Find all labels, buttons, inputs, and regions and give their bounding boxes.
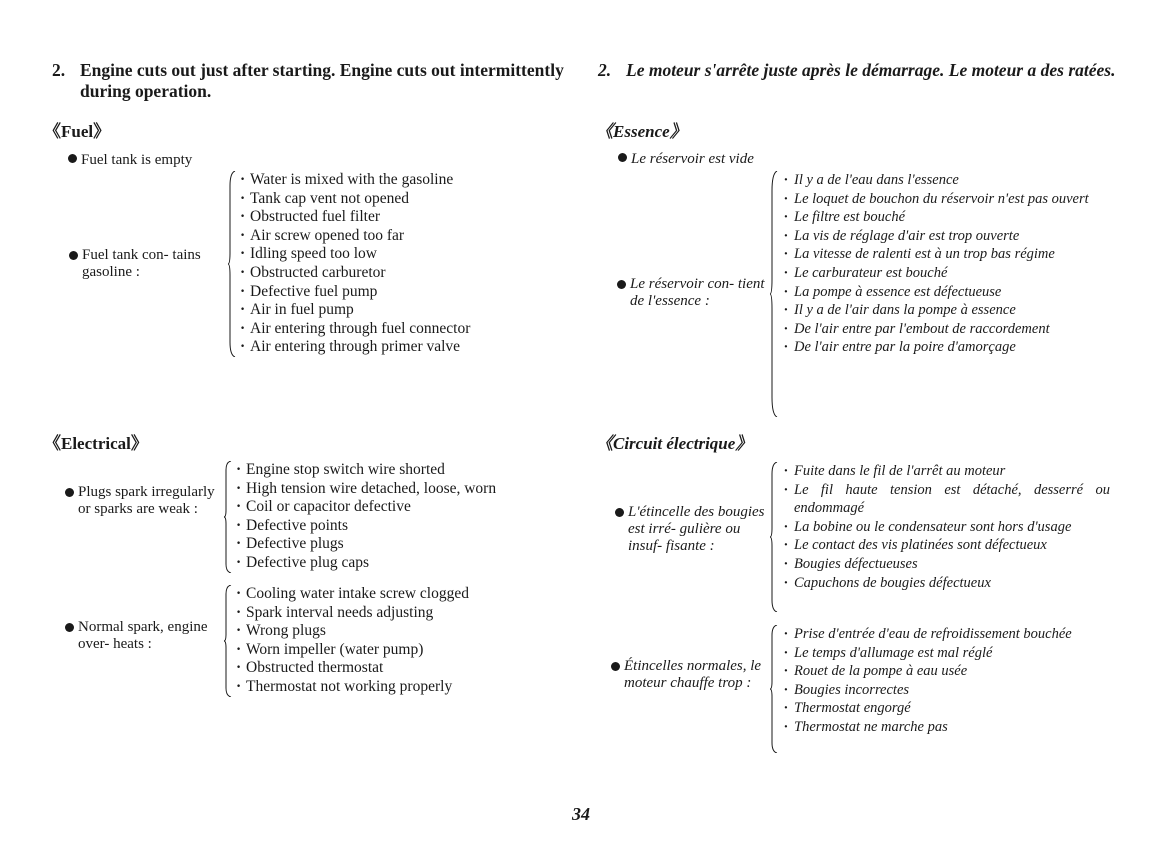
symptom-fuel-empty: Le réservoir est vide xyxy=(618,151,754,168)
list-item: · La vitesse de ralenti est à un trop bas régime xyxy=(784,245,1110,264)
brace-icon xyxy=(224,461,232,573)
symptom-overheat: Étincelles normales, le moteur chauffe trop : xyxy=(624,658,774,692)
list-item: · Le carburateur est bouché xyxy=(784,264,1110,283)
brace-icon xyxy=(770,171,778,417)
list-item: · Engine stop switch wire shorted xyxy=(236,461,576,480)
symptom-overheat: Normal spark, engine over- heats : xyxy=(78,619,218,653)
list-item: · La pompe à essence est défectueuse xyxy=(784,283,1110,302)
list-item: · Le contact des vis platinées sont défectueux xyxy=(784,536,1110,555)
list-item: · Cooling water intake screw clogged xyxy=(236,585,576,604)
bullet-icon xyxy=(615,508,624,517)
electrical-overheat-group xyxy=(598,625,1113,753)
list-item: · Water is mixed with the gasoline xyxy=(240,171,570,190)
electrical-weak-group xyxy=(598,462,1113,612)
brace-icon xyxy=(770,462,778,612)
section-title xyxy=(598,60,1116,81)
weak-spark-causes-list xyxy=(236,461,576,573)
overheat-causes-list xyxy=(236,585,576,697)
list-item: · Idling speed too low xyxy=(240,245,570,264)
fuel-causes-list xyxy=(784,171,1110,357)
list-item: · Prise d'entrée d'eau de refroidissement bouchée xyxy=(784,625,1110,644)
bullet-icon xyxy=(65,488,74,497)
list-item: · La bobine ou le condensateur sont hors d'usage xyxy=(784,518,1110,537)
list-item: · La vis de réglage d'air est trop ouverte xyxy=(784,227,1110,246)
list-item: · Il y a de l'eau dans l'essence xyxy=(784,171,1110,190)
list-item: · Spark interval needs adjusting xyxy=(236,604,576,623)
list-item: · Rouet de la pompe à eau usée xyxy=(784,662,1110,681)
list-item: · Defective plug caps xyxy=(236,554,576,573)
list-item: · Defective points xyxy=(236,517,576,536)
fuel-causes-list xyxy=(240,171,570,357)
overheat-causes-list xyxy=(784,625,1110,737)
section-number: 2. xyxy=(598,60,612,80)
list-item: · Thermostat engorgé xyxy=(784,699,1110,718)
list-item: · Capuchons de bougies défectueux xyxy=(784,574,1110,593)
bullet-icon xyxy=(69,251,78,260)
symptom-weak-spark: Plugs spark irregularly or sparks are weak : xyxy=(78,484,218,518)
page-number: 34 xyxy=(572,804,590,824)
list-item: · Wrong plugs xyxy=(236,622,576,641)
list-item: · Le loquet de bouchon du réservoir n'est pas ouvert xyxy=(784,190,1110,209)
fuel-heading: 《Fuel》 xyxy=(44,122,111,141)
symptom-fuel-empty: Fuel tank is empty xyxy=(68,152,192,169)
list-item: · Coil or capacitor defective xyxy=(236,498,576,517)
brace-icon xyxy=(228,171,236,357)
list-item: · Tank cap vent not opened xyxy=(240,190,570,209)
list-item: · Bougies incorrectes xyxy=(784,681,1110,700)
symptom-weak-spark: L'étincelle des bougies est irré- gulière ou insuf- fisante : xyxy=(628,504,768,555)
section-title-text: Le moteur s'arrête juste après le démarrage. Le moteur a des ratées. xyxy=(626,60,1116,80)
list-item: · Air entering through fuel connector xyxy=(240,320,570,339)
list-item: · Le temps d'allumage est mal réglé xyxy=(784,644,1110,663)
list-item: · Le fil haute tension est détaché, desserré ou endommagé xyxy=(784,481,1110,518)
electrical-weak-group xyxy=(52,461,572,573)
bullet-icon xyxy=(617,280,626,289)
bullet-icon xyxy=(611,662,620,671)
symptom-fuel-gasoline: Le réservoir con- tient de l'essence : xyxy=(630,276,770,310)
electrical-heading: 《Circuit électrique》 xyxy=(596,434,753,453)
bullet-icon xyxy=(68,154,77,163)
list-item: · Defective fuel pump xyxy=(240,283,570,302)
list-item: · Fuite dans le fil de l'arrêt au moteur xyxy=(784,462,1110,481)
bullet-icon xyxy=(65,623,74,632)
list-item: · De l'air entre par la poire d'amorçage xyxy=(784,338,1110,357)
list-item: · Thermostat ne marche pas xyxy=(784,718,1110,737)
section-number: 2. xyxy=(52,60,66,80)
list-item: · Le filtre est bouché xyxy=(784,208,1110,227)
list-item: · High tension wire detached, loose, worn xyxy=(236,480,576,499)
symptom-fuel-gasoline: Fuel tank con- tains gasoline : xyxy=(82,247,202,281)
list-item: · Obstructed thermostat xyxy=(236,659,576,678)
section-title-text: Engine cuts out just after starting. Engine cuts out intermittently during operation. xyxy=(80,60,564,101)
list-item: · Il y a de l'air dans la pompe à essence xyxy=(784,301,1110,320)
list-item: · Obstructed fuel filter xyxy=(240,208,570,227)
fuel-gasoline-group xyxy=(52,171,572,357)
brace-icon xyxy=(770,625,778,753)
list-item: · De l'air entre par l'embout de raccordement xyxy=(784,320,1110,339)
list-item: · Bougies défectueuses xyxy=(784,555,1110,574)
list-item: · Air in fuel pump xyxy=(240,301,570,320)
section-title xyxy=(52,60,580,102)
list-item: · Defective plugs xyxy=(236,535,576,554)
electrical-heading: 《Electrical》 xyxy=(44,434,148,453)
bullet-icon xyxy=(618,153,627,162)
brace-icon xyxy=(224,585,232,697)
fuel-heading: 《Essence》 xyxy=(596,122,687,141)
list-item: · Air entering through primer valve xyxy=(240,338,570,357)
list-item: · Air screw opened too far xyxy=(240,227,570,246)
list-item: · Thermostat not working properly xyxy=(236,678,576,697)
list-item: · Worn impeller (water pump) xyxy=(236,641,576,660)
list-item: · Obstructed carburetor xyxy=(240,264,570,283)
weak-spark-causes-list xyxy=(784,462,1110,592)
electrical-overheat-group xyxy=(52,585,572,697)
fuel-gasoline-group xyxy=(598,171,1113,417)
